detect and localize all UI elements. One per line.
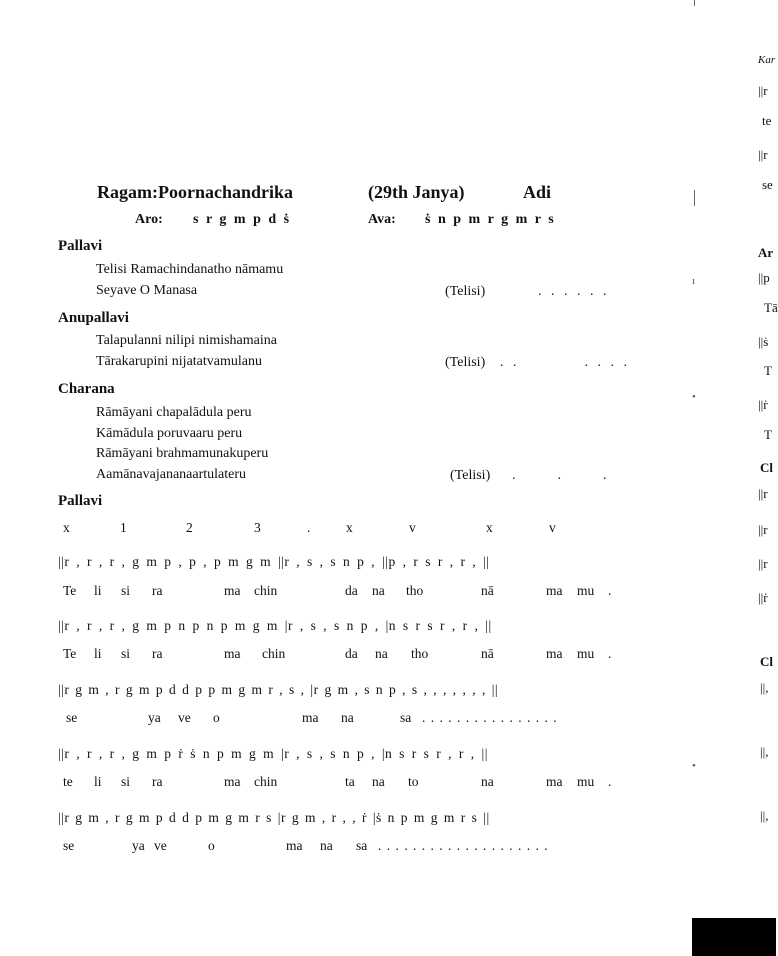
syllable: ra: [152, 774, 163, 789]
syllable: ma: [224, 646, 241, 661]
talam-label: Adi: [523, 182, 552, 202]
syllable: ve: [178, 710, 191, 725]
facing-page-text: Tā: [764, 300, 778, 315]
facing-page-text: ||r: [758, 83, 768, 98]
facing-page-text: Cl: [760, 654, 773, 669]
syllable: .: [608, 774, 612, 789]
charana-dots: . . .: [512, 468, 610, 483]
scan-edge-block: [692, 918, 776, 956]
syllable: chin: [254, 774, 278, 789]
facing-page-text: ||r: [758, 522, 768, 537]
syllable: .: [608, 583, 612, 598]
syllable: o: [213, 710, 220, 725]
facing-page-text: Ar: [758, 245, 774, 260]
arohana-notes: s r g m p d ṡ: [193, 212, 292, 227]
syllable: Te: [63, 646, 77, 661]
beat-marker: x: [346, 520, 354, 535]
syllable: sa: [356, 838, 368, 853]
swara-line-4: ||r , r , r , g m p ṙ ṡ n p m g m |r , s , s n p , |n s r s r , r , ||: [58, 746, 488, 761]
syllable: mu: [577, 646, 595, 661]
swara-line-2: ||r , r , r , g m p n p n p m g m |r , s , s n p , |n s r s r , r , ||: [58, 618, 492, 633]
margin-mark: ı: [692, 275, 696, 287]
beat-marker: 3: [254, 520, 262, 535]
facing-page-text: ||ṙ: [758, 590, 768, 605]
syllable: chin: [254, 583, 278, 598]
syllable: Te: [63, 583, 77, 598]
facing-page-text: T: [764, 427, 772, 442]
syllable: na: [341, 710, 354, 725]
ragam-title: Ragam:Poornachandrika: [97, 182, 294, 202]
syllable: si: [121, 646, 131, 661]
syllable: ma: [224, 583, 241, 598]
syllable: o: [208, 838, 215, 853]
syllable: na: [375, 646, 388, 661]
syllable: ma: [546, 774, 563, 789]
pallavi-refrain: (Telisi): [445, 284, 486, 299]
swara-line-1: ||r , r , r , g m p , p , p m g m ||r , s , s n p , ||p , r s r , r , ||: [58, 554, 490, 569]
syllable: ma: [302, 710, 319, 725]
syllable: li: [94, 774, 102, 789]
syllable: li: [94, 583, 102, 598]
spine-mark: [694, 190, 695, 206]
facing-page-text: ||ṙ: [758, 397, 768, 412]
swara-line-3: ||r g m , r g m p d d p p m g m r , s , |r g m , s n p , s , , , , , , , ||: [58, 682, 499, 697]
facing-page-text: Kar: [758, 54, 776, 66]
syllable: nā: [481, 583, 494, 598]
syllable: nā: [481, 646, 494, 661]
margin-mark: •: [692, 391, 696, 403]
syllable: da: [345, 646, 358, 661]
facing-page-text: se: [762, 177, 773, 192]
syllable: ra: [152, 646, 163, 661]
anupallavi-heading: Anupallavi: [58, 310, 129, 326]
anupallavi-line-2: Tārakarupini nijatatvamulanu: [96, 354, 262, 369]
anupallavi-dots: . . . . . .: [500, 355, 630, 370]
charana-heading: Charana: [58, 381, 115, 397]
pallavi-heading: Pallavi: [58, 238, 103, 254]
facing-page-text: T: [764, 363, 772, 378]
syllable: na: [320, 838, 333, 853]
syllable: ya: [132, 838, 145, 853]
anupallavi-refrain: (Telisi): [445, 355, 486, 370]
syllable: ya: [148, 710, 161, 725]
syllable: sa: [400, 710, 412, 725]
pallavi-dots: . . . . . .: [538, 284, 610, 299]
syllable: ma: [546, 583, 563, 598]
syllable: .: [608, 646, 612, 661]
spine-mark: [694, 0, 695, 6]
avarohana-notes: ṡ n p m r g m r s: [425, 212, 556, 227]
syllable: tho: [411, 646, 429, 661]
margin-mark: •: [692, 760, 696, 772]
beat-marker: x: [63, 520, 71, 535]
facing-page-text: te: [762, 113, 772, 128]
syllable: si: [121, 774, 131, 789]
syllable: na: [372, 583, 385, 598]
syllable: na: [481, 774, 494, 789]
syllable: ma: [286, 838, 303, 853]
facing-page-text: ||r: [758, 486, 768, 501]
facing-page-text: ||p: [758, 270, 770, 285]
facing-page-text: Cl: [760, 460, 773, 475]
beat-marker: v: [549, 520, 557, 535]
charana-line-2: Kāmādula poruvaaru peru: [96, 426, 243, 441]
charana-refrain: (Telisi): [450, 468, 491, 483]
beat-marker: .: [307, 520, 311, 535]
syllable: se: [66, 710, 78, 725]
facing-page-text: ||r: [758, 147, 768, 162]
syllable: chin: [262, 646, 286, 661]
syllable: si: [121, 583, 131, 598]
syllable: na: [372, 774, 385, 789]
syllable: to: [408, 774, 419, 789]
pallavi-line-1: Telisi Ramachindanatho nāmamu: [96, 262, 284, 277]
pallavi-line-2: Seyave O Manasa: [96, 283, 198, 298]
syllable: mu: [577, 583, 595, 598]
arohana-label: Aro:: [135, 212, 163, 227]
facing-page-text: ||,: [760, 744, 769, 759]
syllable: ve: [154, 838, 167, 853]
beat-marker: 2: [186, 520, 194, 535]
syllable: mu: [577, 774, 595, 789]
swara-line-5: ||r g m , r g m p d d p m g m r s |r g m , r , , ṙ |ṡ n p m g m r s ||: [58, 810, 490, 825]
beat-marker: v: [409, 520, 417, 535]
charana-line-1: Rāmāyani chapalādula peru: [96, 405, 252, 420]
janya-label: (29th Janya): [368, 182, 465, 202]
facing-page-text: ||,: [760, 680, 769, 695]
avarohana-label: Ava:: [368, 212, 396, 227]
syllable: . . . . . . . . . . . . . . . .: [422, 710, 558, 725]
syllable: ra: [152, 583, 163, 598]
syllable: . . . . . . . . . . . . . . . . . . . .: [378, 838, 549, 853]
beat-marker: 1: [120, 520, 128, 535]
syllable: ma: [546, 646, 563, 661]
facing-page-text: ||,: [760, 808, 769, 823]
anupallavi-line-1: Talapulanni nilipi nimishamaina: [96, 333, 277, 348]
syllable: te: [63, 774, 73, 789]
syllable: li: [94, 646, 102, 661]
syllable: tho: [406, 583, 424, 598]
syllable: se: [63, 838, 75, 853]
facing-page-text: ||r: [758, 556, 768, 571]
syllable: da: [345, 583, 358, 598]
beat-marker: x: [486, 520, 494, 535]
charana-line-3: Rāmāyani brahmamunakuperu: [96, 446, 269, 461]
charana-line-4: Aamānavajananaartulateru: [96, 467, 247, 482]
facing-page-text: ||ṡ: [758, 334, 769, 349]
notation-heading: Pallavi: [58, 493, 103, 509]
syllable: ma: [224, 774, 241, 789]
syllable: ta: [345, 774, 355, 789]
